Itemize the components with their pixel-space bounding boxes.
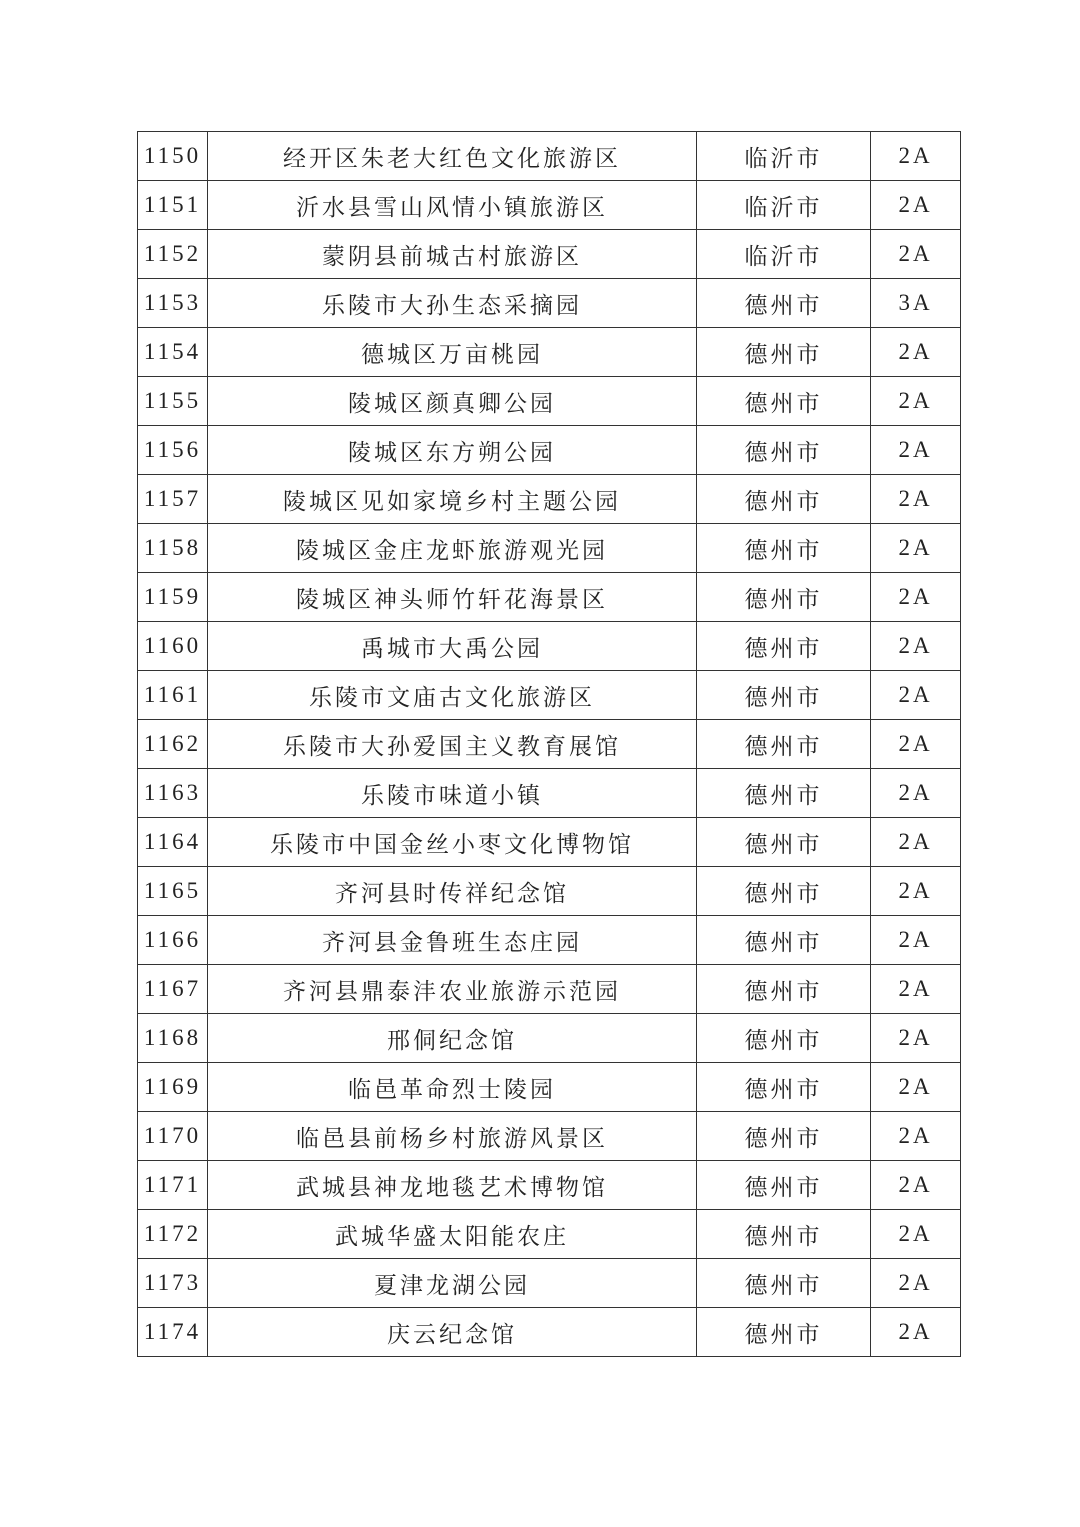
table-row (138, 867, 961, 916)
table-row (138, 181, 961, 230)
scenic-area-name-cell: 武城华盛太阳能农庄 (208, 1210, 697, 1259)
city-cell: 德州市 (697, 622, 871, 671)
city-cell: 德州市 (697, 818, 871, 867)
table-row (138, 328, 961, 377)
table-row (138, 769, 961, 818)
table-row (138, 132, 961, 181)
table-row (138, 1308, 961, 1357)
scenic-area-name-cell: 陵城区东方朔公园 (208, 426, 697, 475)
city-cell: 德州市 (697, 279, 871, 328)
grade-cell: 2A (871, 720, 961, 769)
table-row (138, 230, 961, 279)
row-number-cell: 1153 (138, 279, 208, 328)
grade-cell: 2A (871, 1308, 961, 1357)
city-cell: 德州市 (697, 1161, 871, 1210)
row-number-cell: 1170 (138, 1112, 208, 1161)
table-row (138, 1063, 961, 1112)
grade-cell: 2A (871, 524, 961, 573)
city-cell: 德州市 (697, 671, 871, 720)
scenic-area-name-cell: 乐陵市中国金丝小枣文化博物馆 (208, 818, 697, 867)
city-cell: 德州市 (697, 1014, 871, 1063)
table-row (138, 916, 961, 965)
scenic-area-name-cell: 乐陵市味道小镇 (208, 769, 697, 818)
table-row (138, 573, 961, 622)
city-cell: 德州市 (697, 1112, 871, 1161)
scenic-area-name-cell: 蒙阴县前城古村旅游区 (208, 230, 697, 279)
table-row (138, 720, 961, 769)
row-number-cell: 1167 (138, 965, 208, 1014)
row-number-cell: 1151 (138, 181, 208, 230)
city-cell: 德州市 (697, 965, 871, 1014)
city-cell: 德州市 (697, 867, 871, 916)
row-number-cell: 1165 (138, 867, 208, 916)
grade-cell: 2A (871, 132, 961, 181)
grade-cell: 3A (871, 279, 961, 328)
table-row (138, 426, 961, 475)
table-row (138, 1112, 961, 1161)
scenic-area-name-cell: 邢侗纪念馆 (208, 1014, 697, 1063)
scenic-area-name-cell: 乐陵市文庙古文化旅游区 (208, 671, 697, 720)
city-cell: 临沂市 (697, 181, 871, 230)
scenic-area-name-cell: 乐陵市大孙生态采摘园 (208, 279, 697, 328)
scenic-area-name-cell: 陵城区见如家境乡村主题公园 (208, 475, 697, 524)
table-row (138, 965, 961, 1014)
city-cell: 德州市 (697, 328, 871, 377)
row-number-cell: 1152 (138, 230, 208, 279)
scenic-area-name-cell: 临邑革命烈士陵园 (208, 1063, 697, 1112)
row-number-cell: 1162 (138, 720, 208, 769)
row-number-cell: 1154 (138, 328, 208, 377)
scenic-area-name-cell: 经开区朱老大红色文化旅游区 (208, 132, 697, 181)
city-cell: 德州市 (697, 377, 871, 426)
row-number-cell: 1168 (138, 1014, 208, 1063)
scenic-area-name-cell: 夏津龙湖公园 (208, 1259, 697, 1308)
grade-cell: 2A (871, 1259, 961, 1308)
city-cell: 德州市 (697, 426, 871, 475)
city-cell: 德州市 (697, 1259, 871, 1308)
row-number-cell: 1171 (138, 1161, 208, 1210)
grade-cell: 2A (871, 769, 961, 818)
row-number-cell: 1161 (138, 671, 208, 720)
scenic-area-name-cell: 乐陵市大孙爱国主义教育展馆 (208, 720, 697, 769)
grade-cell: 2A (871, 916, 961, 965)
table-row (138, 1210, 961, 1259)
row-number-cell: 1157 (138, 475, 208, 524)
city-cell: 德州市 (697, 1308, 871, 1357)
grade-cell: 2A (871, 1112, 961, 1161)
city-cell: 德州市 (697, 573, 871, 622)
grade-cell: 2A (871, 230, 961, 279)
scenic-area-name-cell: 陵城区颜真卿公园 (208, 377, 697, 426)
grade-cell: 2A (871, 1210, 961, 1259)
grade-cell: 2A (871, 965, 961, 1014)
city-cell: 德州市 (697, 916, 871, 965)
scenic-area-table (137, 131, 961, 1357)
table-row (138, 279, 961, 328)
grade-cell: 2A (871, 671, 961, 720)
table-row (138, 671, 961, 720)
grade-cell: 2A (871, 818, 961, 867)
scenic-area-name-cell: 禹城市大禹公园 (208, 622, 697, 671)
scenic-area-name-cell: 德城区万亩桃园 (208, 328, 697, 377)
row-number-cell: 1172 (138, 1210, 208, 1259)
table-row (138, 1259, 961, 1308)
table-body (138, 132, 961, 1357)
city-cell: 德州市 (697, 720, 871, 769)
scenic-area-name-cell: 武城县神龙地毯艺术博物馆 (208, 1161, 697, 1210)
city-cell: 德州市 (697, 769, 871, 818)
scenic-area-name-cell: 齐河县鼎泰沣农业旅游示范园 (208, 965, 697, 1014)
grade-cell: 2A (871, 1161, 961, 1210)
row-number-cell: 1150 (138, 132, 208, 181)
table-row (138, 475, 961, 524)
table-row (138, 377, 961, 426)
scenic-area-name-cell: 庆云纪念馆 (208, 1308, 697, 1357)
scenic-area-name-cell: 陵城区金庄龙虾旅游观光园 (208, 524, 697, 573)
row-number-cell: 1163 (138, 769, 208, 818)
scenic-area-name-cell: 陵城区神头师竹轩花海景区 (208, 573, 697, 622)
scenic-area-name-cell: 沂水县雪山风情小镇旅游区 (208, 181, 697, 230)
scenic-area-name-cell: 齐河县金鲁班生态庄园 (208, 916, 697, 965)
grade-cell: 2A (871, 181, 961, 230)
grade-cell: 2A (871, 426, 961, 475)
row-number-cell: 1164 (138, 818, 208, 867)
grade-cell: 2A (871, 1063, 961, 1112)
row-number-cell: 1155 (138, 377, 208, 426)
row-number-cell: 1158 (138, 524, 208, 573)
scenic-area-name-cell: 齐河县时传祥纪念馆 (208, 867, 697, 916)
row-number-cell: 1169 (138, 1063, 208, 1112)
grade-cell: 2A (871, 377, 961, 426)
city-cell: 德州市 (697, 524, 871, 573)
row-number-cell: 1166 (138, 916, 208, 965)
table-row (138, 1161, 961, 1210)
grade-cell: 2A (871, 573, 961, 622)
row-number-cell: 1174 (138, 1308, 208, 1357)
grade-cell: 2A (871, 328, 961, 377)
table-row (138, 622, 961, 671)
row-number-cell: 1159 (138, 573, 208, 622)
city-cell: 临沂市 (697, 132, 871, 181)
table-row (138, 524, 961, 573)
table-row (138, 818, 961, 867)
city-cell: 德州市 (697, 1210, 871, 1259)
row-number-cell: 1173 (138, 1259, 208, 1308)
table-row (138, 1014, 961, 1063)
row-number-cell: 1156 (138, 426, 208, 475)
grade-cell: 2A (871, 1014, 961, 1063)
grade-cell: 2A (871, 622, 961, 671)
city-cell: 德州市 (697, 475, 871, 524)
grade-cell: 2A (871, 867, 961, 916)
row-number-cell: 1160 (138, 622, 208, 671)
scenic-area-name-cell: 临邑县前杨乡村旅游风景区 (208, 1112, 697, 1161)
grade-cell: 2A (871, 475, 961, 524)
city-cell: 临沂市 (697, 230, 871, 279)
city-cell: 德州市 (697, 1063, 871, 1112)
